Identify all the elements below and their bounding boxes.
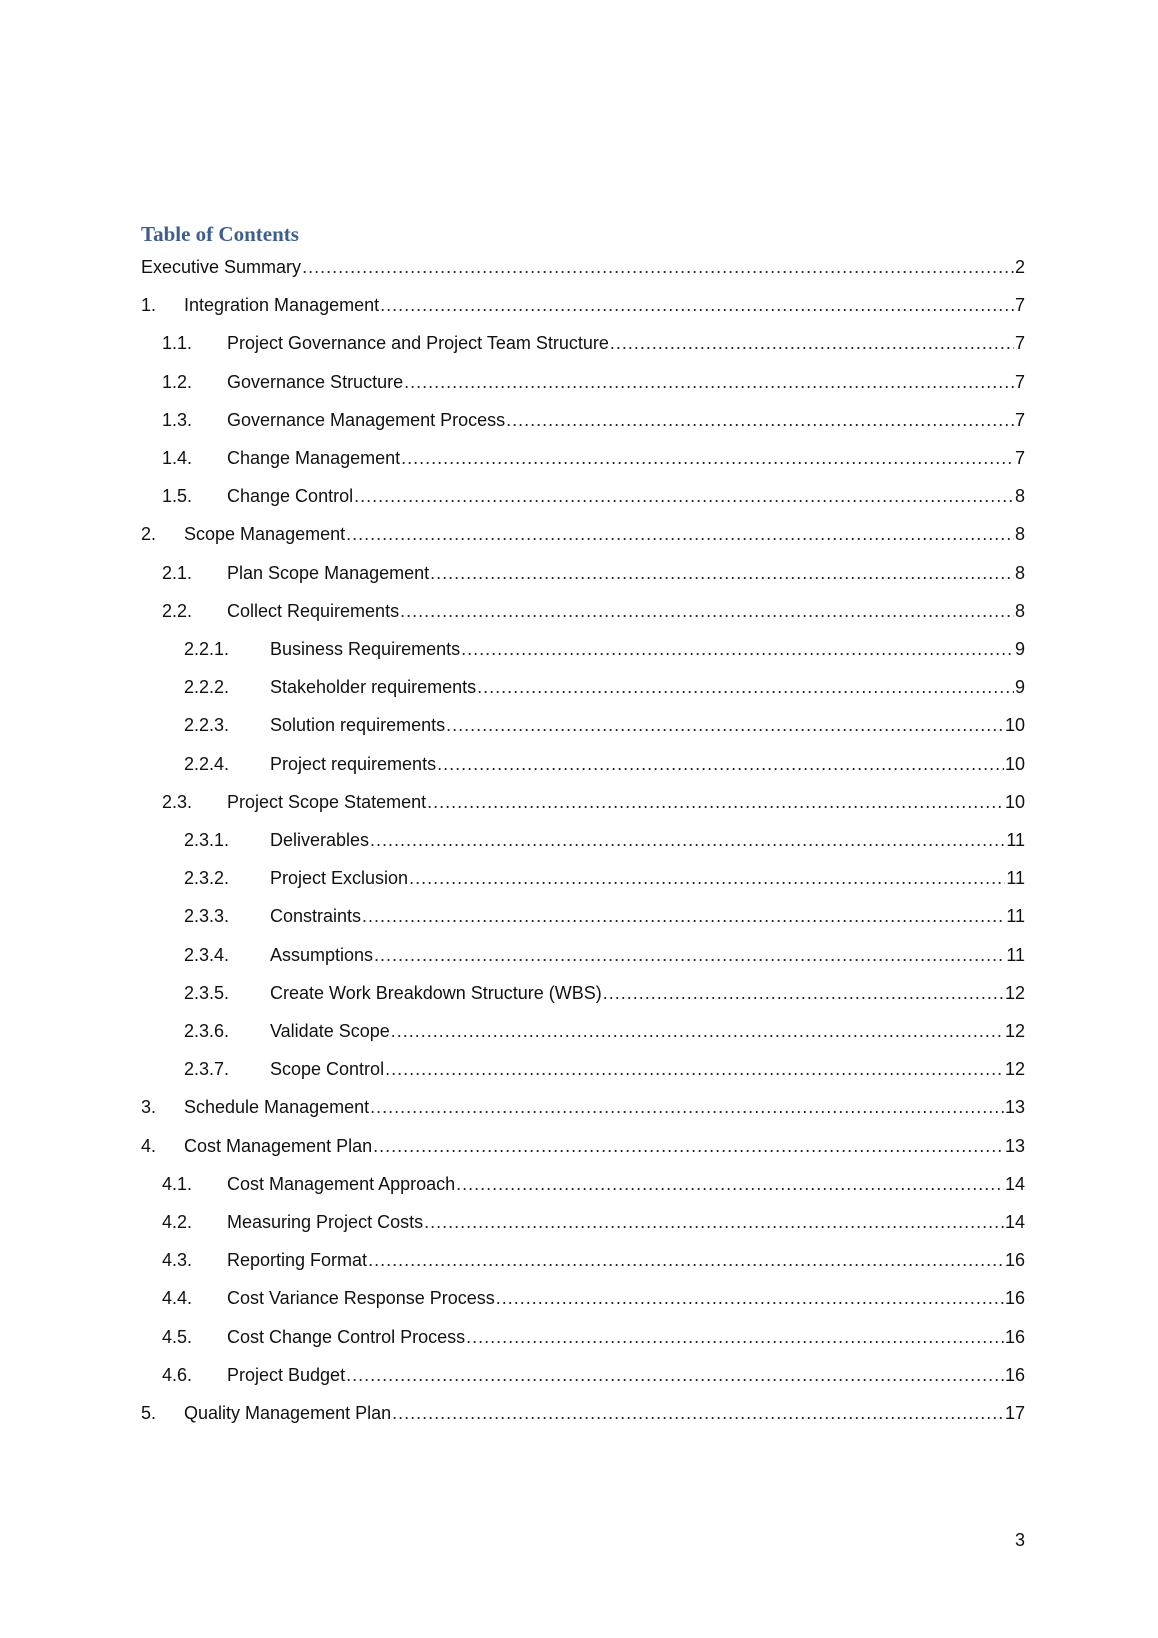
toc-entry-page: 13 <box>1004 1135 1025 1156</box>
toc-entry-label: Project Governance and Project Team Structure <box>227 333 609 354</box>
dot-leader <box>461 638 1014 660</box>
toc-entry-number: 2.3.6. <box>184 1021 230 1041</box>
toc-entry[interactable] <box>141 1203 1025 1233</box>
toc-entry-page: 11 <box>1006 906 1025 927</box>
toc-entry[interactable] <box>141 897 1025 927</box>
toc-entry-number: 2.2.4. <box>184 753 230 774</box>
toc-entry-label: Integration Management <box>184 295 380 316</box>
toc-entry-number: 2.2.2. <box>184 677 230 698</box>
dot-leader <box>400 600 1014 622</box>
dot-leader <box>496 1287 1004 1309</box>
toc-entry-number: 4.1. <box>162 1173 193 1194</box>
toc-entry-number: 2. <box>141 524 157 545</box>
toc-entry-page: 10 <box>1004 753 1025 774</box>
toc-entry-label: Executive Summary <box>141 257 302 277</box>
toc-entry-page: 16 <box>1004 1364 1025 1385</box>
toc-entry-page: 7 <box>1014 448 1025 468</box>
toc-entry-number: 1.5. <box>162 486 193 507</box>
toc-entry[interactable] <box>141 974 1025 1004</box>
toc-entry-page: 12 <box>1004 982 1025 1003</box>
toc-entry-label: Cost Change Control Process <box>227 1326 466 1347</box>
toc-entry-page: 17 <box>1004 1403 1025 1423</box>
toc-entry-label: Reporting Format <box>227 1250 368 1271</box>
toc-entry-number: 1.2. <box>162 371 193 392</box>
dot-leader <box>368 1249 1004 1271</box>
toc-entry-label: Solution requirements <box>270 715 446 736</box>
toc-entry-label: Validate Scope <box>270 1021 390 1041</box>
toc-entry-number: 4. <box>141 1135 157 1156</box>
toc-entry-page: 12 <box>1004 1021 1025 1041</box>
toc-entry-label: Quality Management Plan <box>184 1403 392 1423</box>
dot-leader <box>437 753 1004 775</box>
dot-leader <box>446 714 1004 736</box>
toc-entry-page: 14 <box>1004 1212 1025 1232</box>
toc-entry-label: Create Work Breakdown Structure (WBS) <box>270 982 602 1003</box>
toc-entry-number: 2.3.4. <box>184 944 230 965</box>
toc-entry-number: 2.3.1. <box>184 830 230 850</box>
toc-entry[interactable] <box>141 706 1025 736</box>
toc-entry-number: 4.4. <box>162 1288 193 1309</box>
dot-leader <box>373 1135 1004 1157</box>
toc-entry-label: Business Requirements <box>270 639 461 659</box>
toc-entry-page: 12 <box>1004 1059 1025 1080</box>
dot-leader <box>401 447 1014 469</box>
toc-entry[interactable] <box>141 1241 1025 1271</box>
toc-entry-number: 5. <box>141 1403 157 1423</box>
toc-entry-page: 11 <box>1006 830 1025 850</box>
toc-entry[interactable] <box>141 554 1025 584</box>
toc-entry[interactable] <box>141 745 1025 775</box>
toc-entry-page: 10 <box>1004 791 1025 812</box>
toc-entry-label: Scope Control <box>270 1059 385 1080</box>
toc-entry-label: Project Budget <box>227 1364 346 1385</box>
toc-entry-label: Deliverables <box>270 830 370 850</box>
dot-leader <box>302 256 1014 278</box>
toc-entry[interactable] <box>141 248 1025 278</box>
toc-entry[interactable] <box>141 592 1025 622</box>
toc-entry-label: Project requirements <box>270 753 437 774</box>
toc-entry[interactable] <box>141 401 1025 431</box>
toc-entry[interactable] <box>141 515 1025 545</box>
toc-entry[interactable] <box>141 1356 1025 1386</box>
toc-entry-number: 4.5. <box>162 1326 193 1347</box>
toc-entry-page: 8 <box>1014 600 1025 621</box>
toc-entry-label: Schedule Management <box>184 1097 370 1118</box>
toc-entry[interactable] <box>141 783 1025 813</box>
toc-entry[interactable] <box>141 1050 1025 1080</box>
toc-entry-number: 1.4. <box>162 448 193 468</box>
dot-leader <box>391 1020 1004 1042</box>
toc-entry[interactable] <box>141 821 1025 851</box>
toc-entry-page: 7 <box>1014 409 1025 430</box>
toc-entry[interactable] <box>141 1088 1025 1118</box>
toc-entry[interactable] <box>141 630 1025 660</box>
toc-entry-page: 14 <box>1004 1173 1025 1194</box>
dot-leader <box>354 485 1014 507</box>
toc-entry[interactable] <box>141 439 1025 469</box>
toc-entry-label: Scope Management <box>184 524 346 545</box>
toc-entry-page: 16 <box>1004 1288 1025 1309</box>
dot-leader <box>392 1402 1004 1424</box>
toc-entry-page: 8 <box>1014 562 1025 583</box>
dot-leader <box>409 867 1005 889</box>
toc-entry-label: Assumptions <box>270 944 374 965</box>
dot-leader <box>346 1364 1004 1386</box>
toc-entry[interactable] <box>141 324 1025 354</box>
toc-entry-label: Stakeholder requirements <box>270 677 477 698</box>
dot-leader <box>424 1211 1004 1233</box>
toc-entry-label: Project Exclusion <box>270 868 409 889</box>
toc-entry-number: 2.1. <box>162 562 193 583</box>
toc-entry-page: 10 <box>1004 715 1025 736</box>
toc-entry-number: 1.1. <box>162 333 193 354</box>
dot-leader <box>374 944 1005 966</box>
toc-entry-label: Cost Variance Response Process <box>227 1288 495 1309</box>
dot-leader <box>456 1173 1004 1195</box>
toc-entry-page: 7 <box>1014 371 1025 392</box>
toc-entry[interactable] <box>141 1127 1025 1157</box>
dot-leader <box>610 332 1014 354</box>
toc-entry[interactable] <box>141 936 1025 966</box>
toc-entry-number: 2.2. <box>162 600 193 621</box>
dot-leader <box>370 829 1005 851</box>
dot-leader <box>370 1096 1004 1118</box>
toc-entry-label: Cost Management Approach <box>227 1173 456 1194</box>
toc-entry[interactable] <box>141 859 1025 889</box>
dot-leader <box>506 409 1014 431</box>
toc-entry-number: 2.3. <box>162 791 193 812</box>
toc-entry[interactable] <box>141 363 1025 393</box>
dot-leader <box>380 294 1014 316</box>
toc-heading: Table of Contents <box>141 222 299 246</box>
toc-entry[interactable] <box>141 286 1025 316</box>
toc-entry-label: Governance Structure <box>227 371 404 392</box>
page-number: 3 <box>1014 1530 1025 1550</box>
toc-entry-label: Project Scope Statement <box>227 791 427 812</box>
toc-entry-number: 1. <box>141 295 157 316</box>
toc-entry-label: Plan Scope Management <box>227 562 430 583</box>
toc-entry-page: 11 <box>1006 868 1025 889</box>
toc-entry-page: 8 <box>1014 524 1025 545</box>
dot-leader <box>430 562 1014 584</box>
toc-entry-number: 2.3.3. <box>184 906 230 927</box>
dot-leader <box>603 982 1004 1004</box>
toc-entry-number: 2.2.1. <box>184 639 230 659</box>
toc-entry[interactable] <box>141 477 1025 507</box>
toc-entry-page: 2 <box>1014 257 1025 277</box>
toc-entry-page: 9 <box>1014 677 1025 698</box>
toc-entry-number: 2.3.2. <box>184 868 230 889</box>
toc-entry-page: 13 <box>1004 1097 1025 1118</box>
toc-entry-number: 2.3.5. <box>184 982 230 1003</box>
toc-entry[interactable] <box>141 668 1025 698</box>
toc-entry-label: Change Control <box>227 486 354 507</box>
toc-entry-page: 8 <box>1014 486 1025 507</box>
dot-leader <box>477 676 1014 698</box>
toc-entry-label: Constraints <box>270 906 362 927</box>
toc-entry-number: 2.2.3. <box>184 715 230 736</box>
toc-entry-number: 4.2. <box>162 1212 193 1232</box>
toc-entry-label: Cost Management Plan <box>184 1135 373 1156</box>
toc-entry-page: 7 <box>1014 333 1025 354</box>
toc-entry-number: 4.6. <box>162 1364 193 1385</box>
toc-entry-number: 4.3. <box>162 1250 193 1271</box>
dot-leader <box>385 1058 1004 1080</box>
toc-entry[interactable] <box>141 1165 1025 1195</box>
toc-entry[interactable] <box>141 1394 1025 1424</box>
dot-leader <box>346 523 1014 545</box>
toc-entry[interactable] <box>141 1318 1025 1348</box>
toc-entry-page: 7 <box>1014 295 1025 316</box>
toc-entry-label: Change Management <box>227 448 401 468</box>
toc-entry-number: 3. <box>141 1097 157 1118</box>
toc-entry-label: Governance Management Process <box>227 409 506 430</box>
dot-leader <box>427 791 1004 813</box>
toc-entry-page: 16 <box>1004 1250 1025 1271</box>
toc-entry-label: Collect Requirements <box>227 600 400 621</box>
dot-leader <box>362 905 1005 927</box>
toc-entry-number: 1.3. <box>162 409 193 430</box>
toc-entry-label: Measuring Project Costs <box>227 1212 424 1232</box>
dot-leader <box>466 1326 1004 1348</box>
toc-entry-number: 2.3.7. <box>184 1059 230 1080</box>
toc-entry-page: 9 <box>1014 639 1025 659</box>
toc-entry[interactable] <box>141 1279 1025 1309</box>
toc-entry[interactable] <box>141 1012 1025 1042</box>
toc-entry-page: 11 <box>1006 944 1025 965</box>
toc-entry-page: 16 <box>1004 1326 1025 1347</box>
dot-leader <box>404 371 1014 393</box>
